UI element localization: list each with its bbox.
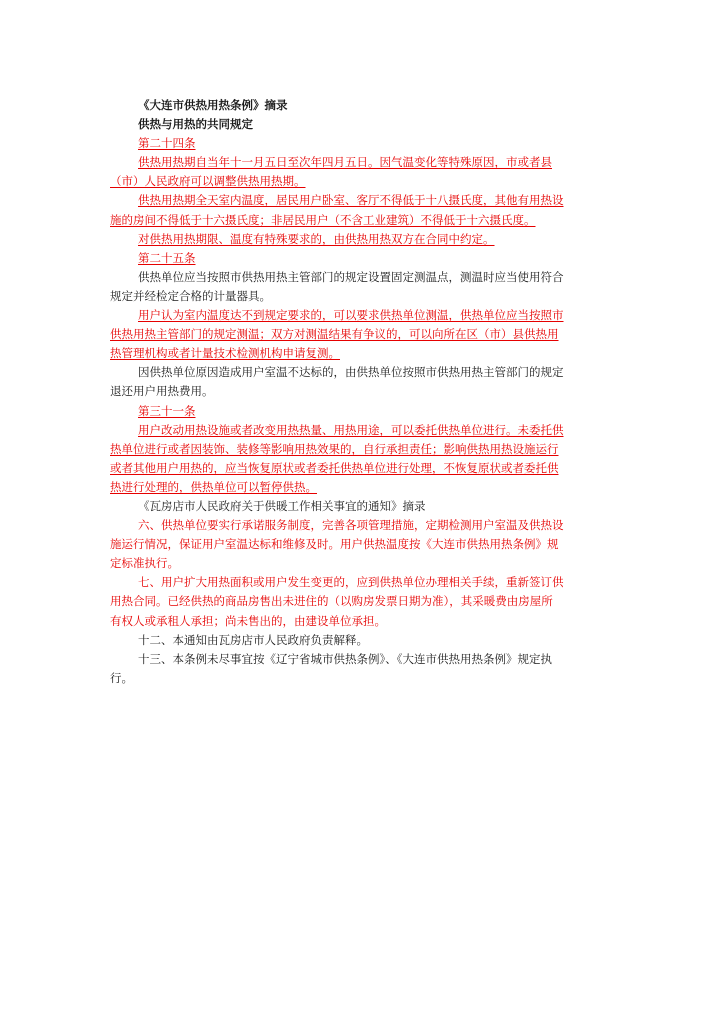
- notice-item-6-line: 施运行情况，保证用户室温达标和维修及时。用户供热温度按《大连市供热用热条例》规: [110, 537, 559, 552]
- article-24-heading: 第二十四条: [138, 136, 196, 151]
- article-25-p2-line: 供热用热主管部门的规定测温；双方对测温结果有争议的，可以向所在区（市）县供热用: [110, 327, 559, 342]
- notice-item-13-line: 十三、本条例未尽事宜按《辽宁省城市供热条例》、《大连市供热用热条例》规定执: [138, 651, 552, 666]
- notice-item-12-line: 十二、本通知由瓦房店市人民政府负责解释。: [138, 632, 368, 647]
- article-31-heading: 第三十一条: [138, 403, 196, 418]
- article-24-p2-line: 施的房间不得低于十六摄氏度；非居民用户（不含工业建筑）不得低于十六摄氏度。: [110, 212, 536, 227]
- document-title: 《大连市供热用热条例》摘录: [138, 98, 288, 112]
- notice-item-6-line: 定标准执行。: [110, 556, 179, 571]
- notice-item-7-line: 七、用户扩大用热面积或用户发生变更的，应到供热单位办理相关手续，重新签订供: [138, 575, 564, 590]
- article-24-p2-line: 供热用热期全天室内温度，居民用户卧室、客厅不得低于十八摄氏度，其他有用热设: [138, 193, 564, 208]
- section-heading: 供热与用热的共同规定: [138, 117, 253, 132]
- article-31-p1-line: 用户改动用热设施或者改变用热热量、用热用途，可以委托供热单位进行。未委托供: [138, 422, 564, 437]
- article-25-heading: 第二十五条: [138, 250, 196, 265]
- article-24-p1-line: （市）人民政府可以调整供热用热期。: [110, 174, 306, 189]
- notice-item-6-line: 六、供热单位要实行承诺服务制度，完善各项管理措施，定期检测用户室温及供热设: [138, 518, 564, 533]
- article-25-p2-line: 热管理机构或者计量技术检测机构申请复测。: [110, 346, 340, 361]
- article-24-p3-line: 对供热用热期限、温度有特殊要求的，由供热用热双方在合同中约定。: [138, 231, 495, 246]
- article-25-p3-line: 因供热单位原因造成用户室温不达标的，由供热单位按照市供热用热主管部门的规定: [138, 365, 564, 380]
- notice-item-7-line: 用热合同。已经供热的商品房售出未进住的（以购房发票日期为准），其采暖费由房屋所: [110, 594, 553, 609]
- article-24-p1-line: 供热用热期自当年十一月五日至次年四月五日。因气温变化等特殊原因，市或者县: [138, 155, 552, 170]
- article-25-p1-line: 供热单位应当按照市供热用热主管部门的规定设置固定测温点，测温时应当使用符合: [138, 269, 564, 284]
- article-31-p1-line: 或者其他用户用热的，应当恢复原状或者委托供热单位进行处理，不恢复原状或者委托供: [110, 460, 559, 475]
- notice-item-7-line: 有权人或承租人承担；尚未售出的，由建设单位承担。: [110, 613, 386, 628]
- article-31-p1-line: 热单位进行或者因装饰、装修等影响用热效果的，自行承担责任；影响供热用热设施运行: [110, 441, 559, 456]
- article-31-p1-line: 热进行处理的，供热单位可以暂停供热。: [110, 479, 317, 494]
- notice-title: 《瓦房店市人民政府关于供暖工作相关事宜的通知》摘录: [138, 498, 426, 513]
- article-25-p1-line: 规定并经检定合格的计量器具。: [110, 288, 271, 303]
- article-25-p3-line: 退还用户用热费用。: [110, 384, 214, 399]
- notice-item-13-line: 行。: [110, 670, 133, 685]
- article-25-p2-line: 用户认为室内温度达不到规定要求的，可以要求供热单位测温，供热单位应当按照市: [138, 308, 564, 323]
- document-body: [110, 96, 612, 688]
